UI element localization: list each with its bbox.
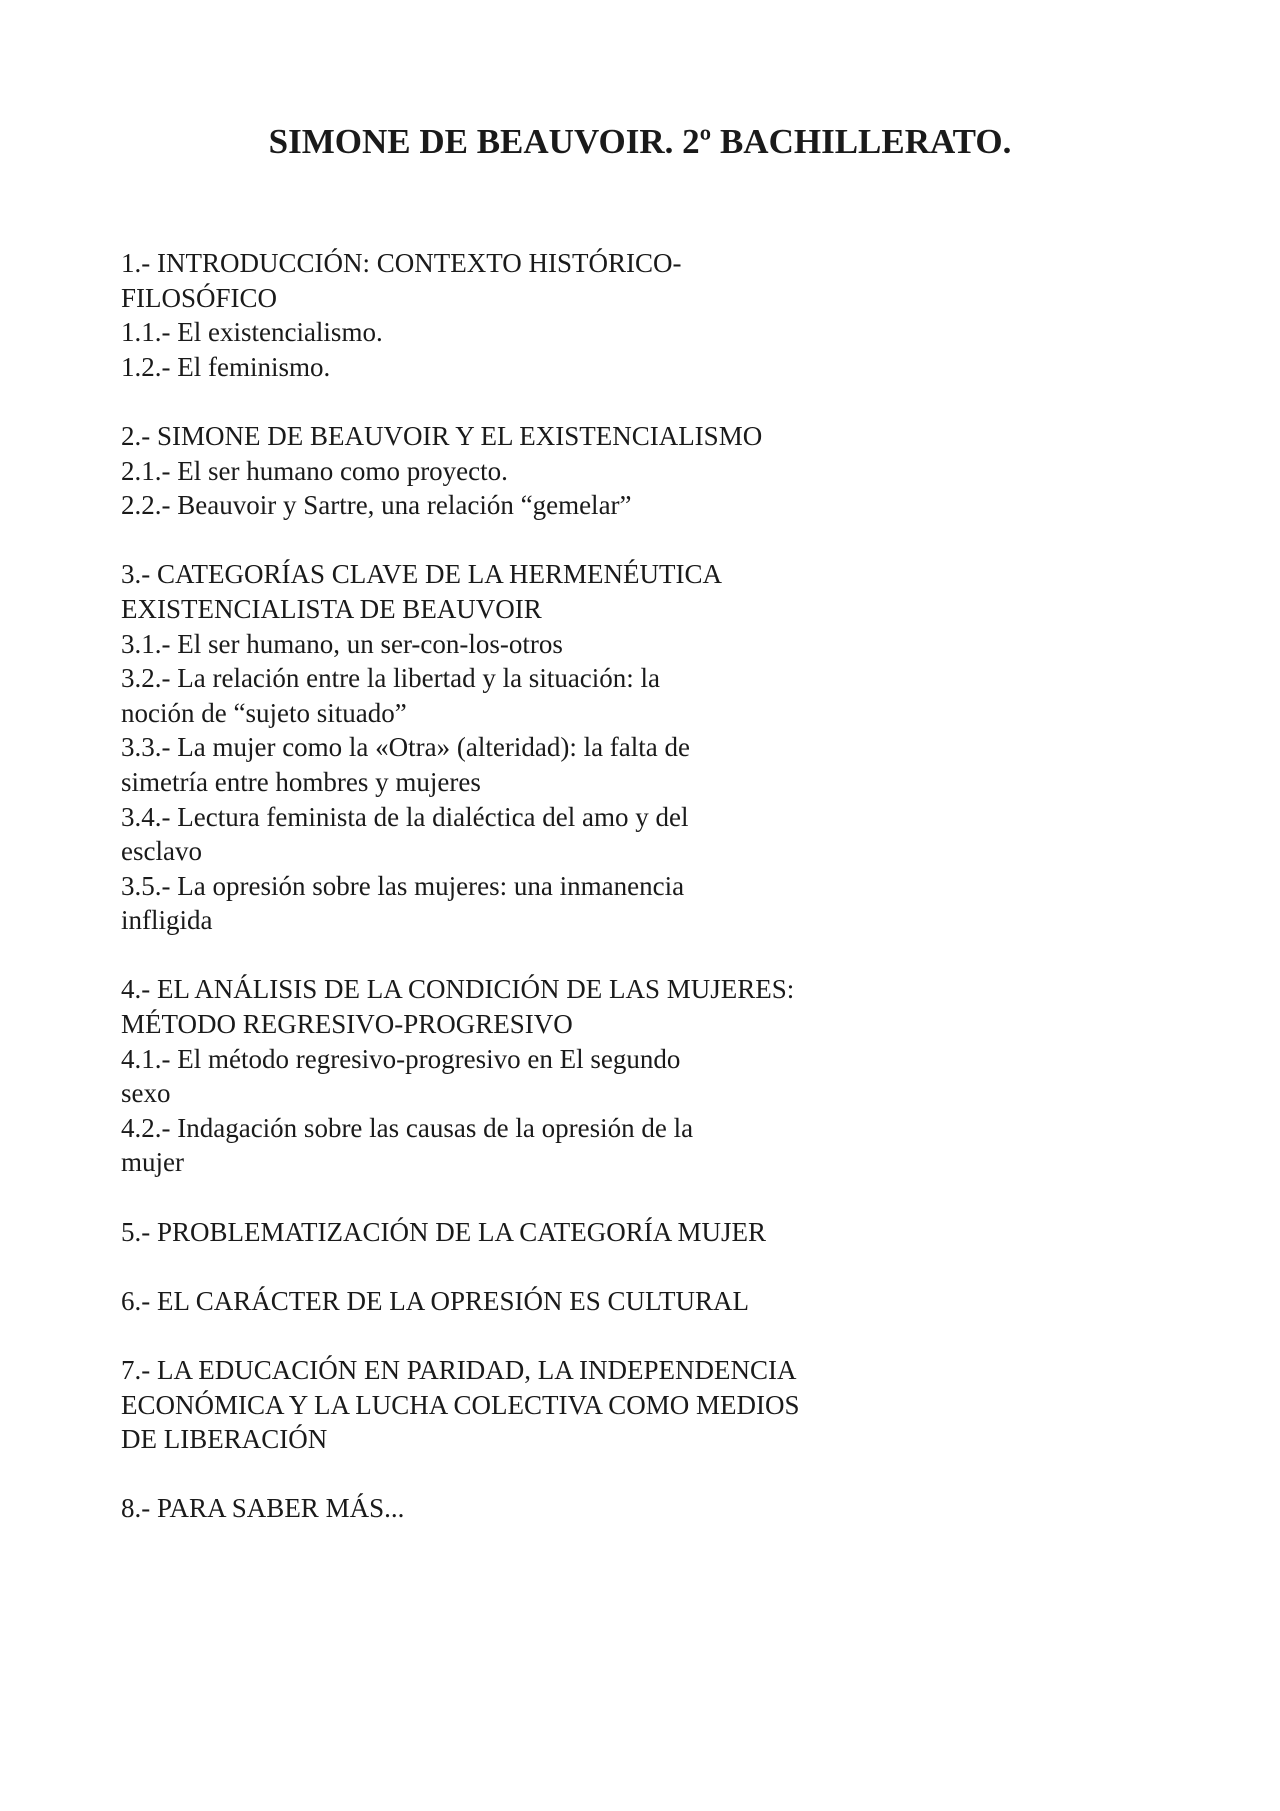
subsection-item: 2.1.- El ser humano como proyecto. [121,455,508,486]
section-heading-continued: FILOSÓFICO [121,282,278,313]
subsection-item: 3.4.- Lectura feminista de la dialéctica del amo y del [121,801,689,832]
toc-section-8 [121,1491,921,1526]
subsection-item-continued: noción de “sujeto situado” [121,697,407,728]
subsection-item: 1.1.- El existencialismo. [121,317,383,348]
section-spacer [121,1457,921,1492]
section-heading: 3.- CATEGORÍAS CLAVE DE LA HERMENÉUTICA [121,559,722,590]
section-heading-continued: ECONÓMICA Y LA LUCHA COLECTIVA COMO MEDIOS [121,1389,800,1420]
toc-section-5 [121,1215,921,1250]
toc-section-3 [121,557,921,938]
section-heading: 1.- INTRODUCCIÓN: CONTEXTO HISTÓRICO- [121,248,682,278]
subsection-item: 2.2.- Beauvoir y Sartre, una relación “gemelar” [121,490,632,521]
toc-section-1 [121,246,921,384]
subsection-item-continued: infligida [121,905,213,936]
section-heading: 8.- PARA SABER MÁS... [121,1493,405,1524]
section-spacer [121,1249,921,1284]
section-spacer [121,384,921,419]
subsection-item: 4.2.- Indagación sobre las causas de la opresión de la [121,1112,694,1143]
subsection-item: 3.1.- El ser humano, un ser-con-los-otros [121,628,563,659]
subsection-item-continued: mujer [121,1147,184,1178]
section-heading: 5.- PROBLEMATIZACIÓN DE LA CATEGORÍA MUJER [121,1216,767,1247]
section-heading-continued: MÉTODO REGRESIVO-PROGRESIVO [121,1009,573,1040]
subsection-item: 4.1.- El método regresivo-progresivo en El segundo [121,1043,681,1074]
section-heading: 4.- EL ANÁLISIS DE LA CONDICIÓN DE LAS MUJERES: [121,974,795,1005]
toc-section-2 [121,419,921,523]
page-title: SIMONE DE BEAUVOIR. 2º BACHILLERATO. [268,122,1012,161]
subsection-item: 1.2.- El feminismo. [121,351,331,382]
subsection-item: 3.2.- La relación entre la libertad y la situación: la [121,663,661,694]
toc-section-7 [121,1353,921,1457]
subsection-item-continued: simetría entre hombres y mujeres [121,766,481,797]
section-heading-continued: EXISTENCIALISTA DE BEAUVOIR [121,593,542,624]
subsection-item-continued: sexo [121,1078,171,1109]
section-spacer [121,1180,921,1215]
section-spacer [121,1318,921,1353]
section-heading: 6.- EL CARÁCTER DE LA OPRESIÓN ES CULTURAL [121,1285,750,1316]
section-spacer [121,523,921,558]
section-spacer [121,938,921,973]
subsection-item-continued: esclavo [121,836,202,867]
subsection-item: 3.5.- La opresión sobre las mujeres: una inmanencia [121,870,685,901]
toc-section-6 [121,1284,921,1319]
section-heading-continued: DE LIBERACIÓN [121,1424,328,1455]
toc-section-4 [121,972,921,1180]
section-heading: 7.- LA EDUCACIÓN EN PARIDAD, LA INDEPENDENCIA [121,1355,797,1385]
subsection-item: 3.3.- La mujer como la «Otra» (alteridad): la falta de [121,732,691,763]
section-heading: 2.- SIMONE DE BEAUVOIR Y EL EXISTENCIALISMO [121,420,763,451]
table-of-contents [121,246,921,1526]
